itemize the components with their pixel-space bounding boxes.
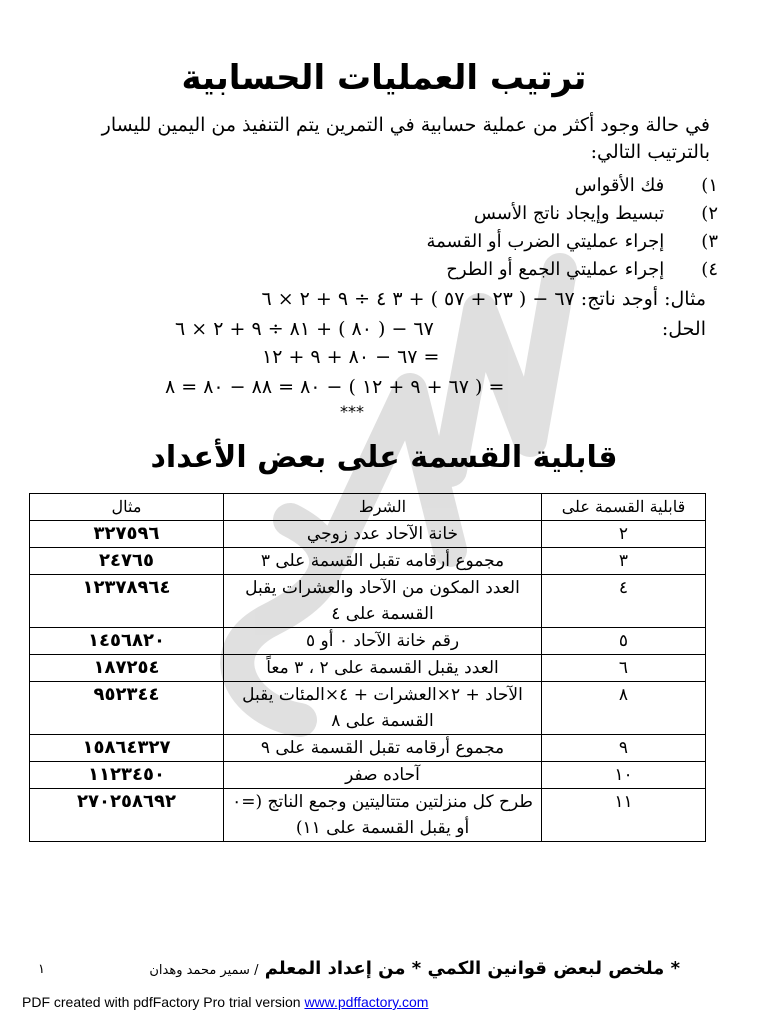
cell-condition: خانة الآحاد عدد زوجي (224, 521, 542, 548)
table-header-row (30, 494, 706, 521)
pdf-notice (22, 994, 428, 1010)
solution-line-3: = ( ٦٧ + ٩ + ١٢ ) − ٨٠ = ٨٨ − ٨٠ = ٨ (165, 376, 505, 398)
cell-example: ١٤٥٦٨٢٠ (30, 628, 224, 655)
section-title: قابلية القسمة على بعض الأعداد (150, 440, 618, 475)
cell-divisor: ١١ (542, 789, 706, 842)
step-number: ١) (701, 175, 718, 196)
step-text: تبسيط وإيجاد ناتج الأسس (473, 203, 665, 224)
cell-divisor: ٣ (542, 548, 706, 575)
header-divisor: قابلية القسمة على (542, 494, 706, 521)
example-question: مثال: أوجد ناتج: ٦٧ − ( ٢٣ + ٥٧ ) + ٣ ٤ ÷ ٩ + ٢ × ٦ (261, 288, 706, 310)
table-row (30, 628, 706, 655)
pdffactory-link[interactable]: www.pdffactory.com (304, 994, 429, 1010)
cell-divisor: ٩ (542, 735, 706, 762)
cell-divisor: ٢ (542, 521, 706, 548)
solution-line-1: ٦٧ − ( ٨٠ ) + ٨١ ÷ ٩ + ٢ × ٦ (175, 318, 434, 340)
step-1 (118, 172, 718, 200)
step-number: ٣) (701, 231, 718, 252)
cell-condition: الآحاد + ٢×العشرات + ٤×المئات يقبل القسمة على ٨ (224, 682, 542, 735)
step-3 (118, 228, 718, 256)
cell-condition: طرح كل منزلتين متتاليتين وجمع الناتج (=٠ أو يقبل القسمة على ١١) (224, 789, 542, 842)
step-2 (118, 200, 718, 228)
cell-example: ٢٤٧٦٥ (30, 548, 224, 575)
cell-divisor: ٥ (542, 628, 706, 655)
footer-summary: * ملخص لبعض قوانين الكمي * من إعداد المعلم (264, 958, 680, 979)
cell-example: ١١٢٣٤٥٠ (30, 762, 224, 789)
cell-condition: العدد يقبل القسمة على ٢ ، ٣ معاً (224, 655, 542, 682)
solution-label: الحل: (661, 318, 706, 340)
footer-credit (149, 958, 680, 979)
page-number: ١ (38, 962, 45, 977)
step-text: إجراء عمليتي الجمع أو الطرح (446, 259, 665, 280)
table-row (30, 521, 706, 548)
cell-example: ١٢٣٧٨٩٦٤ (30, 575, 224, 628)
table-row (30, 575, 706, 628)
cell-condition: مجموع أرقامه تقبل القسمة على ٣ (224, 548, 542, 575)
cell-divisor: ١٠ (542, 762, 706, 789)
cell-condition: آحاده صفر (224, 762, 542, 789)
cell-example: ٣٢٧٥٩٦ (30, 521, 224, 548)
divisibility-table (29, 493, 706, 842)
watermark-text: SAW (270, 550, 273, 551)
header-condition: الشرط (224, 494, 542, 521)
cell-divisor: ٤ (542, 575, 706, 628)
footer-author: / سمير محمد وهدان (149, 963, 259, 978)
step-number: ٤) (701, 259, 718, 280)
table-row (30, 762, 706, 789)
cell-example: ١٥٨٦٤٣٢٧ (30, 735, 224, 762)
step-number: ٢) (701, 203, 718, 224)
cell-condition: مجموع أرقامه تقبل القسمة على ٩ (224, 735, 542, 762)
table-row (30, 655, 706, 682)
step-text: فك الأقواس (574, 175, 665, 196)
separator-stars: *** (340, 402, 364, 421)
page-title: ترتيب العمليات الحسابية (181, 58, 587, 98)
step-text: إجراء عمليتي الضرب أو القسمة (426, 231, 665, 252)
cell-example: ٩٥٢٣٤٤ (30, 682, 224, 735)
solution-line-2: = ٦٧ − ٨٠ + ٩ + ١٢ (262, 346, 440, 368)
cell-divisor: ٨ (542, 682, 706, 735)
pdf-notice-text: PDF created with pdfFactory Pro trial version (22, 994, 301, 1010)
cell-example: ٢٧٠٢٥٨٦٩٢ (30, 789, 224, 842)
table-row (30, 548, 706, 575)
table-row (30, 789, 706, 842)
intro-text: في حالة وجود أكثر من عملية حسابية في التمرين يتم التنفيذ من اليمين لليسار بالترتيب التالي: (101, 114, 710, 163)
step-4 (118, 256, 718, 284)
cell-condition: العدد المكون من الآحاد والعشرات يقبل القسمة على ٤ (224, 575, 542, 628)
cell-example: ١٨٧٢٥٤ (30, 655, 224, 682)
cell-divisor: ٦ (542, 655, 706, 682)
table-row (30, 735, 706, 762)
header-example: مثال (30, 494, 224, 521)
table-row (30, 682, 706, 735)
cell-condition: رقم خانة الآحاد ٠ أو ٥ (224, 628, 542, 655)
